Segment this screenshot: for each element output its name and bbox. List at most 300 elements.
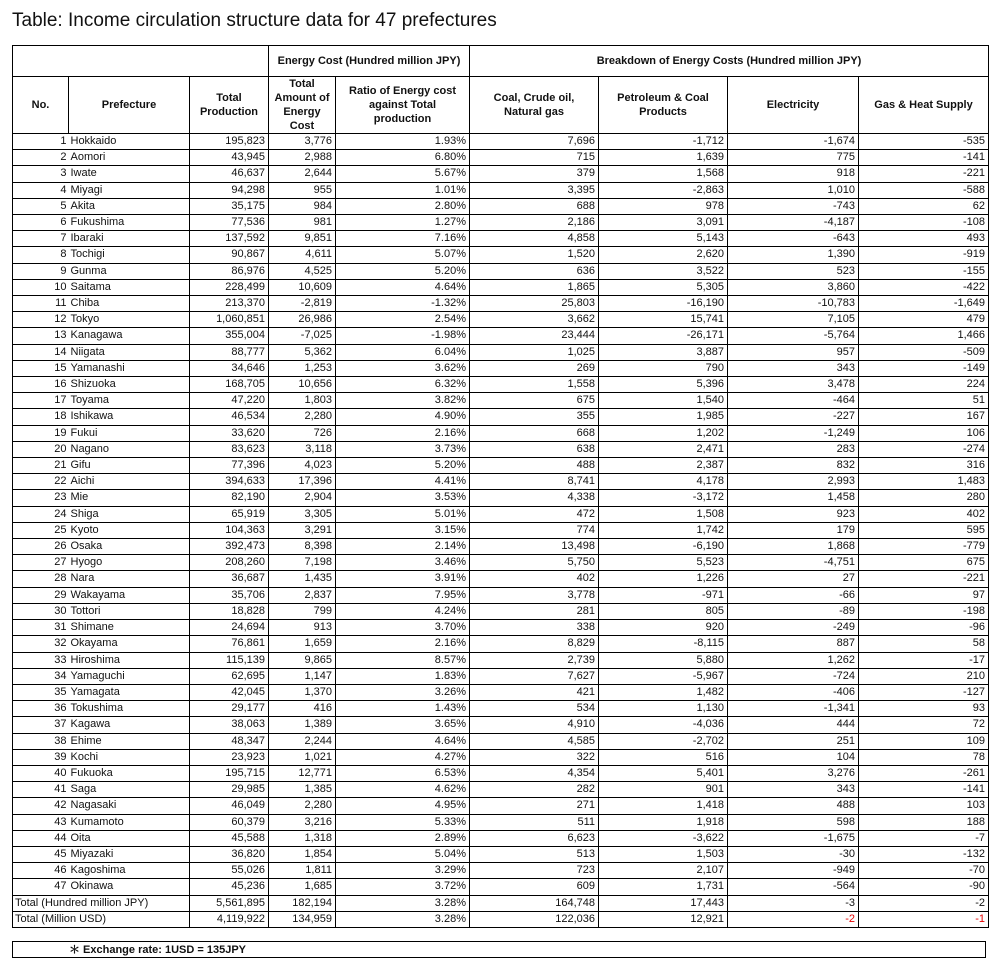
prefecture-name: Hyogo	[69, 555, 190, 571]
data-cell: -149	[859, 360, 989, 376]
table-row	[13, 863, 989, 879]
data-cell: 88,777	[190, 344, 269, 360]
data-cell: 343	[728, 360, 859, 376]
prefecture-name: Mie	[69, 490, 190, 506]
data-cell: 188	[859, 814, 989, 830]
data-cell: 1,742	[599, 522, 728, 538]
data-cell: 595	[859, 522, 989, 538]
row-number: 30	[13, 603, 69, 619]
data-cell: 3.70%	[336, 620, 470, 636]
breakdown-group-header: Breakdown of Energy Costs (Hundred million JPY)	[470, 46, 989, 77]
data-cell: 955	[269, 182, 336, 198]
data-cell: 726	[269, 425, 336, 441]
data-cell: 1,659	[269, 636, 336, 652]
table-row	[13, 879, 989, 895]
row-number: 8	[13, 247, 69, 263]
data-cell: 4.24%	[336, 603, 470, 619]
row-number: 10	[13, 279, 69, 295]
data-cell: 355,004	[190, 328, 269, 344]
table-row	[13, 652, 989, 668]
data-cell: 6,623	[470, 830, 599, 846]
data-cell: 17,396	[269, 474, 336, 490]
data-cell: 46,637	[190, 166, 269, 182]
data-cell: 1,390	[728, 247, 859, 263]
data-cell: 60,379	[190, 814, 269, 830]
data-cell: 5,750	[470, 555, 599, 571]
data-cell: -464	[728, 393, 859, 409]
page-title: Table: Income circulation structure data for 47 prefectures	[12, 10, 497, 31]
data-cell: 4,910	[470, 717, 599, 733]
row-number: 1	[13, 134, 69, 150]
data-cell: 4.27%	[336, 749, 470, 765]
data-cell: 210	[859, 668, 989, 684]
table-row	[13, 846, 989, 862]
data-cell: 45,588	[190, 830, 269, 846]
prefecture-name: Tochigi	[69, 247, 190, 263]
data-cell: -2,702	[599, 733, 728, 749]
table-row	[13, 279, 989, 295]
table-row	[13, 312, 989, 328]
data-cell: 598	[728, 814, 859, 830]
data-cell: 913	[269, 620, 336, 636]
prefecture-name: Kochi	[69, 749, 190, 765]
row-number: 19	[13, 425, 69, 441]
table-row	[13, 166, 989, 182]
data-cell: 25,803	[470, 296, 599, 312]
data-cell: -16,190	[599, 296, 728, 312]
data-cell: 29,177	[190, 701, 269, 717]
data-cell: 4.64%	[336, 279, 470, 295]
header-total-energy-cost: Total Amount of Energy Cost	[269, 77, 336, 134]
row-number: 4	[13, 182, 69, 198]
prefecture-name: Iwate	[69, 166, 190, 182]
table-row	[13, 814, 989, 830]
total-cell: 5,561,895	[190, 895, 269, 911]
data-cell: 1,520	[470, 247, 599, 263]
total-cell: 182,194	[269, 895, 336, 911]
data-cell: 3.29%	[336, 863, 470, 879]
data-cell: 534	[470, 701, 599, 717]
data-cell: 774	[470, 522, 599, 538]
header-petroleum: Petroleum & Coal Products	[599, 77, 728, 134]
data-cell: 799	[269, 603, 336, 619]
prefecture-name: Saga	[69, 782, 190, 798]
data-cell: -422	[859, 279, 989, 295]
data-cell: -198	[859, 603, 989, 619]
data-cell: 46,049	[190, 798, 269, 814]
data-cell: 1,147	[269, 668, 336, 684]
row-number: 22	[13, 474, 69, 490]
row-number: 25	[13, 522, 69, 538]
prefecture-name: Okayama	[69, 636, 190, 652]
row-number: 2	[13, 150, 69, 166]
data-cell: 887	[728, 636, 859, 652]
prefecture-name: Tottori	[69, 603, 190, 619]
data-cell: 2.16%	[336, 425, 470, 441]
prefecture-name: Ehime	[69, 733, 190, 749]
data-cell: -249	[728, 620, 859, 636]
data-cell: -2,863	[599, 182, 728, 198]
table-row	[13, 328, 989, 344]
header-total-production: Total Production	[190, 77, 269, 134]
data-cell: 104	[728, 749, 859, 765]
data-cell: 2,280	[269, 409, 336, 425]
header-coal: Coal, Crude oil, Natural gas	[470, 77, 599, 134]
data-cell: 5,523	[599, 555, 728, 571]
data-cell: 392,473	[190, 539, 269, 555]
data-cell: 1,466	[859, 328, 989, 344]
table-row	[13, 393, 989, 409]
data-cell: 1,226	[599, 571, 728, 587]
data-cell: 1,918	[599, 814, 728, 830]
data-cell: 51	[859, 393, 989, 409]
data-cell: 3,662	[470, 312, 599, 328]
data-cell: 5.04%	[336, 846, 470, 862]
data-cell: 46,534	[190, 409, 269, 425]
table-row	[13, 636, 989, 652]
table-row	[13, 684, 989, 700]
data-cell: 1,803	[269, 393, 336, 409]
data-cell: -564	[728, 879, 859, 895]
row-number: 33	[13, 652, 69, 668]
row-number: 35	[13, 684, 69, 700]
prefecture-name: Fukuoka	[69, 765, 190, 781]
data-cell: 283	[728, 441, 859, 457]
data-cell: 1,253	[269, 360, 336, 376]
data-cell: 322	[470, 749, 599, 765]
data-cell: -1.98%	[336, 328, 470, 344]
prefecture-name: Miyazaki	[69, 846, 190, 862]
data-cell: 55,026	[190, 863, 269, 879]
data-cell: 668	[470, 425, 599, 441]
data-cell: 638	[470, 441, 599, 457]
data-cell: 42,045	[190, 684, 269, 700]
data-cell: 4.90%	[336, 409, 470, 425]
data-cell: 195,715	[190, 765, 269, 781]
table-row	[13, 539, 989, 555]
data-cell: 5.33%	[336, 814, 470, 830]
data-cell: 269	[470, 360, 599, 376]
row-number: 5	[13, 198, 69, 214]
data-cell: 6.80%	[336, 150, 470, 166]
data-cell: 3.72%	[336, 879, 470, 895]
data-cell: 511	[470, 814, 599, 830]
data-cell: 3.26%	[336, 684, 470, 700]
data-cell: -96	[859, 620, 989, 636]
data-cell: -1.32%	[336, 296, 470, 312]
data-cell: -743	[728, 198, 859, 214]
data-cell: -17	[859, 652, 989, 668]
prefecture-name: Fukui	[69, 425, 190, 441]
data-cell: 1,685	[269, 879, 336, 895]
data-cell: -588	[859, 182, 989, 198]
data-cell: 282	[470, 782, 599, 798]
data-cell: 97	[859, 587, 989, 603]
data-cell: 2,620	[599, 247, 728, 263]
row-number: 34	[13, 668, 69, 684]
data-cell: 2,904	[269, 490, 336, 506]
data-cell: 15,741	[599, 312, 728, 328]
data-cell: 213,370	[190, 296, 269, 312]
data-cell: 195,823	[190, 134, 269, 150]
table-row	[13, 798, 989, 814]
data-cell: 4,525	[269, 263, 336, 279]
row-number: 14	[13, 344, 69, 360]
prefecture-name: Ishikawa	[69, 409, 190, 425]
data-cell: 394,633	[190, 474, 269, 490]
data-cell: 251	[728, 733, 859, 749]
data-cell: 24,694	[190, 620, 269, 636]
table-row	[13, 603, 989, 619]
table-row	[13, 830, 989, 846]
prefecture-name: Aomori	[69, 150, 190, 166]
data-cell: 957	[728, 344, 859, 360]
data-cell: 1,483	[859, 474, 989, 490]
table-row	[13, 134, 989, 150]
data-cell: 2.14%	[336, 539, 470, 555]
row-number: 47	[13, 879, 69, 895]
row-number: 24	[13, 506, 69, 522]
table-row	[13, 215, 989, 231]
header-electricity: Electricity	[728, 77, 859, 134]
data-cell: 4,338	[470, 490, 599, 506]
table-row	[13, 296, 989, 312]
data-cell: 1,854	[269, 846, 336, 862]
prefecture-name: Kumamoto	[69, 814, 190, 830]
data-cell: 94,298	[190, 182, 269, 198]
data-cell: 7,198	[269, 555, 336, 571]
prefecture-name: Osaka	[69, 539, 190, 555]
data-cell: 8,741	[470, 474, 599, 490]
prefecture-name: Hokkaido	[69, 134, 190, 150]
data-cell: 421	[470, 684, 599, 700]
data-cell: 493	[859, 231, 989, 247]
prefecture-name: Shizuoka	[69, 377, 190, 393]
row-number: 37	[13, 717, 69, 733]
data-cell: 4,858	[470, 231, 599, 247]
data-cell: 316	[859, 458, 989, 474]
table-row	[13, 555, 989, 571]
row-number: 26	[13, 539, 69, 555]
data-cell: 5,396	[599, 377, 728, 393]
table-row	[13, 182, 989, 198]
data-cell: -1,675	[728, 830, 859, 846]
data-cell: 984	[269, 198, 336, 214]
data-cell: 488	[470, 458, 599, 474]
total-row	[13, 911, 989, 927]
data-cell: 1,868	[728, 539, 859, 555]
data-cell: 109	[859, 733, 989, 749]
data-cell: 402	[859, 506, 989, 522]
table-row	[13, 441, 989, 457]
data-cell: 1,639	[599, 150, 728, 166]
data-cell: 76,861	[190, 636, 269, 652]
data-cell: -1,649	[859, 296, 989, 312]
data-cell: -406	[728, 684, 859, 700]
data-cell: 723	[470, 863, 599, 879]
data-cell: 115,139	[190, 652, 269, 668]
data-cell: 3,522	[599, 263, 728, 279]
data-cell: 2,387	[599, 458, 728, 474]
data-cell: 6.32%	[336, 377, 470, 393]
data-cell: 43,945	[190, 150, 269, 166]
prefecture-name: Yamanashi	[69, 360, 190, 376]
prefecture-name: Kagawa	[69, 717, 190, 733]
data-cell: -221	[859, 166, 989, 182]
data-cell: 1,731	[599, 879, 728, 895]
prefecture-name: Saitama	[69, 279, 190, 295]
data-cell: 775	[728, 150, 859, 166]
data-cell: -70	[859, 863, 989, 879]
table-row	[13, 620, 989, 636]
row-number: 17	[13, 393, 69, 409]
total-cell: 17,443	[599, 895, 728, 911]
data-cell: 338	[470, 620, 599, 636]
row-number: 45	[13, 846, 69, 862]
data-cell: 2,644	[269, 166, 336, 182]
data-cell: 3,860	[728, 279, 859, 295]
data-cell: 4,023	[269, 458, 336, 474]
data-cell: 2,471	[599, 441, 728, 457]
row-number: 31	[13, 620, 69, 636]
table-row	[13, 587, 989, 603]
data-cell: 65,919	[190, 506, 269, 522]
data-cell: -7,025	[269, 328, 336, 344]
total-cell: -3	[728, 895, 859, 911]
data-cell: 5,880	[599, 652, 728, 668]
data-cell: 35,175	[190, 198, 269, 214]
table-row	[13, 409, 989, 425]
row-number: 42	[13, 798, 69, 814]
data-cell: 513	[470, 846, 599, 862]
data-cell: 34,646	[190, 360, 269, 376]
data-cell: 4.64%	[336, 733, 470, 749]
data-cell: 4.95%	[336, 798, 470, 814]
table-body	[13, 134, 989, 928]
data-cell: 77,396	[190, 458, 269, 474]
data-cell: 4.41%	[336, 474, 470, 490]
data-cell: 90,867	[190, 247, 269, 263]
data-cell: -127	[859, 684, 989, 700]
data-cell: -1,712	[599, 134, 728, 150]
data-cell: 1,060,851	[190, 312, 269, 328]
data-cell: -643	[728, 231, 859, 247]
data-cell: 1.83%	[336, 668, 470, 684]
table-row	[13, 717, 989, 733]
data-cell: 2,186	[470, 215, 599, 231]
prefecture-name: Hiroshima	[69, 652, 190, 668]
data-cell: 516	[599, 749, 728, 765]
row-number: 6	[13, 215, 69, 231]
data-cell: -89	[728, 603, 859, 619]
data-cell: -4,751	[728, 555, 859, 571]
row-number: 28	[13, 571, 69, 587]
data-cell: -779	[859, 539, 989, 555]
table-row	[13, 344, 989, 360]
data-cell: 675	[859, 555, 989, 571]
data-cell: -90	[859, 879, 989, 895]
data-cell: 2,739	[470, 652, 599, 668]
data-cell: 1,503	[599, 846, 728, 862]
data-cell: 805	[599, 603, 728, 619]
data-cell: 1,385	[269, 782, 336, 798]
data-cell: 7,627	[470, 668, 599, 684]
data-cell: 1,370	[269, 684, 336, 700]
data-cell: 78	[859, 749, 989, 765]
blank-header-cell	[13, 46, 269, 77]
prefecture-name: Kyoto	[69, 522, 190, 538]
data-cell: 281	[470, 603, 599, 619]
data-cell: 3.15%	[336, 522, 470, 538]
data-cell: -132	[859, 846, 989, 862]
prefecture-name: Shimane	[69, 620, 190, 636]
table-row	[13, 425, 989, 441]
data-cell: 137,592	[190, 231, 269, 247]
data-cell: -4,036	[599, 717, 728, 733]
data-cell: 1,508	[599, 506, 728, 522]
table-row	[13, 458, 989, 474]
data-cell: 1,318	[269, 830, 336, 846]
data-cell: 1,458	[728, 490, 859, 506]
data-cell: 2,280	[269, 798, 336, 814]
table-row	[13, 231, 989, 247]
data-cell: 36,820	[190, 846, 269, 862]
data-cell: 609	[470, 879, 599, 895]
data-cell: 3,478	[728, 377, 859, 393]
data-cell: 4.62%	[336, 782, 470, 798]
total-cell: -1	[859, 911, 989, 927]
data-cell: 38,063	[190, 717, 269, 733]
data-cell: 5,305	[599, 279, 728, 295]
data-cell: 2.80%	[336, 198, 470, 214]
data-cell: 981	[269, 215, 336, 231]
prefecture-name: Yamaguchi	[69, 668, 190, 684]
data-cell: 3,276	[728, 765, 859, 781]
row-number: 39	[13, 749, 69, 765]
data-cell: -971	[599, 587, 728, 603]
data-cell: 3,778	[470, 587, 599, 603]
data-cell: 58	[859, 636, 989, 652]
data-cell: -227	[728, 409, 859, 425]
data-cell: 103	[859, 798, 989, 814]
row-number: 41	[13, 782, 69, 798]
data-cell: -155	[859, 263, 989, 279]
total-cell: 134,959	[269, 911, 336, 927]
data-cell: 3.46%	[336, 555, 470, 571]
table-row	[13, 150, 989, 166]
data-cell: 1,130	[599, 701, 728, 717]
total-cell: 122,036	[470, 911, 599, 927]
data-cell: -141	[859, 150, 989, 166]
table-row	[13, 571, 989, 587]
data-cell: 4,354	[470, 765, 599, 781]
data-cell: 1,025	[470, 344, 599, 360]
data-cell: 3.73%	[336, 441, 470, 457]
row-number: 18	[13, 409, 69, 425]
data-cell: 62,695	[190, 668, 269, 684]
data-cell: 48,347	[190, 733, 269, 749]
data-cell: 2,244	[269, 733, 336, 749]
data-cell: 832	[728, 458, 859, 474]
row-number: 44	[13, 830, 69, 846]
row-number: 38	[13, 733, 69, 749]
header-prefecture: Prefecture	[69, 77, 190, 134]
data-cell: 479	[859, 312, 989, 328]
data-cell: 168,705	[190, 377, 269, 393]
total-cell: -2	[728, 911, 859, 927]
data-cell: -3,622	[599, 830, 728, 846]
data-cell: -108	[859, 215, 989, 231]
